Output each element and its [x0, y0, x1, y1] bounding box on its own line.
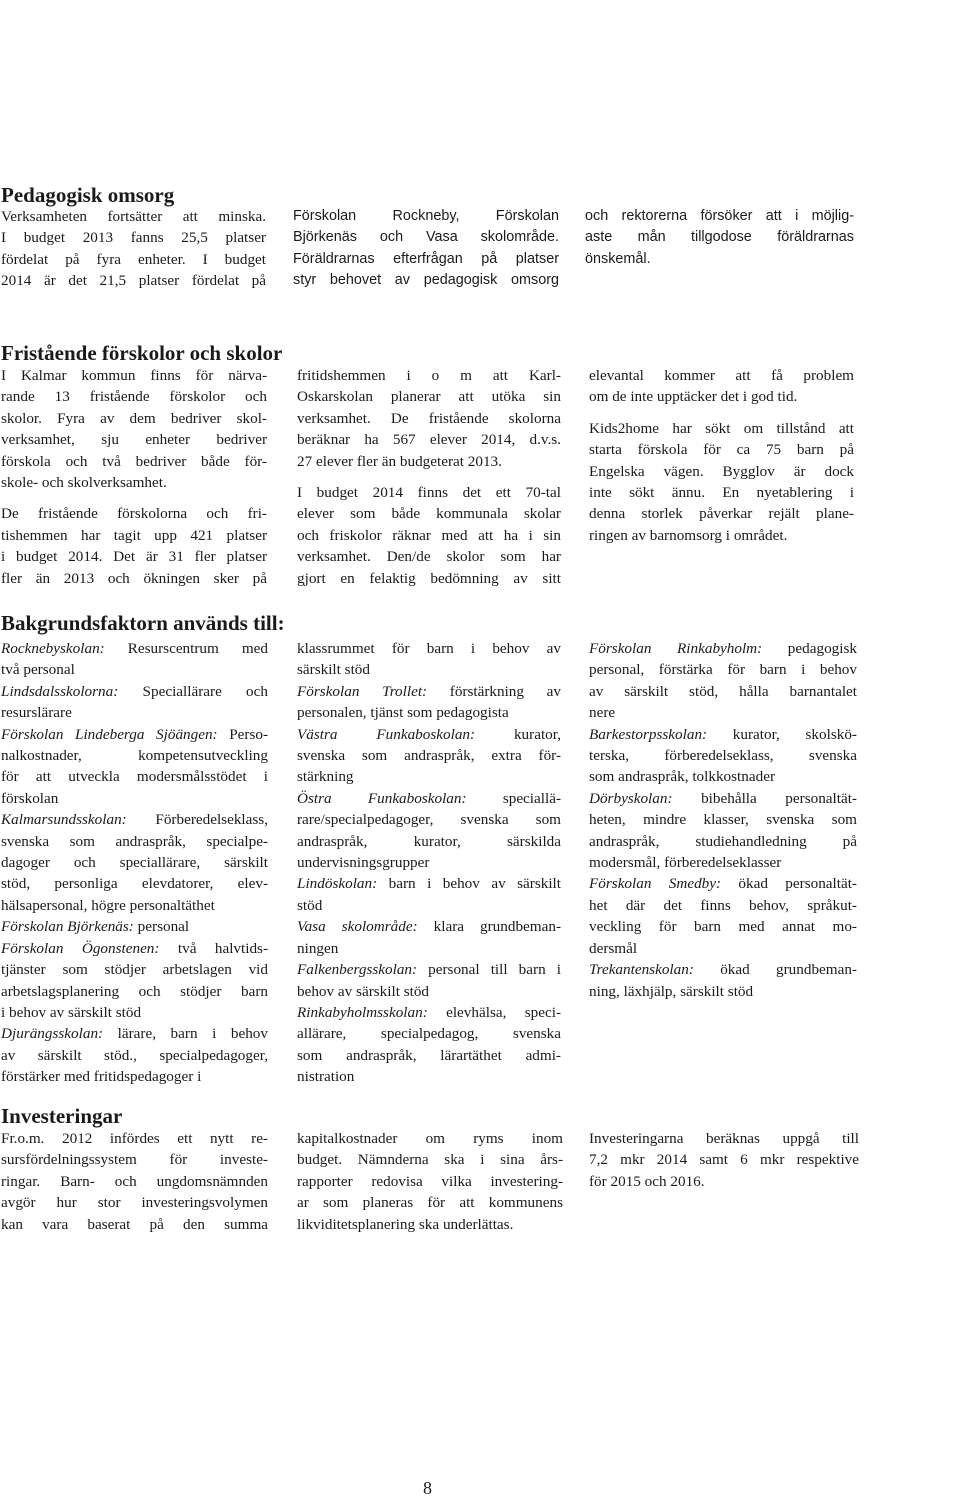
unit-text: Speciallärare och [118, 682, 268, 700]
unit-text: dagoger och speciallärare, särskilt [1, 854, 268, 872]
unit-text: två halvtids- [159, 939, 269, 957]
pedagogisk-col3 [585, 206, 854, 270]
unit-text: särskilt stöd [297, 661, 370, 679]
text-line: styr behovet av pedagogisk omsorg [293, 272, 559, 289]
unit-text: undervisningsgrupper [297, 854, 430, 872]
unit-text: resurslärare [1, 704, 72, 722]
unit-text: andraspråk, kurator, särskilda [297, 832, 561, 850]
unit-label: Östra Funkaboskolan: [297, 789, 467, 807]
unit-label: Förskolan Rinkabyholm: [589, 640, 763, 657]
text-line: önskemål. [585, 250, 651, 267]
fristaende-col3 [589, 365, 854, 546]
unit-text: elevhälsa, speci- [427, 1003, 561, 1021]
unit-text: som andraspråk, tolkkostnader [589, 768, 776, 786]
heading-pedagogisk-omsorg: Pedagogisk omsorg [1, 183, 175, 207]
unit-label: Barkestorpsskolan: [589, 725, 708, 743]
text-line [1, 745, 268, 766]
text-line: Verksamheten fortsätter att minska. [1, 208, 266, 225]
text-line [1, 1066, 268, 1087]
text-line: gjort en felaktig bedömning av sitt [297, 569, 561, 587]
text-line: skolor. Fyra av dem bedriver skol- [1, 409, 267, 427]
text-line: 7,2 mkr 2014 samt 6 mkr respektive [589, 1151, 859, 1169]
pedagogisk-col2 [293, 206, 559, 292]
unit-text: personal, förstärka för barn i behov [589, 661, 857, 679]
text-line [589, 766, 857, 787]
text-line: rapporter redovisa vilka investering- [297, 1172, 563, 1190]
unit-label: Kalmarsundsskolan: [1, 811, 127, 829]
text-line: fördelat på fyra enheter. I budget [1, 250, 266, 268]
text-line [1, 1002, 268, 1023]
text-line: för 2015 och 2016. [589, 1172, 705, 1190]
unit-text: ningen [297, 939, 339, 957]
unit-label: Förskolan Ögonstenen: [1, 939, 160, 957]
unit-text: svenska som andraspråk, extra för- [297, 747, 561, 765]
text-line [297, 638, 561, 659]
unit-text: pedagogisk [762, 640, 857, 657]
text-line: Föräldrarnas efterfrågan på platser [293, 250, 559, 267]
unit-text: stöd [297, 896, 323, 914]
unit-text: hälsapersonal, högre personaltäthet [1, 896, 215, 914]
pedagogisk-col1 [1, 206, 266, 292]
text-line: verksamhet. Den/de skolor som har [297, 548, 561, 566]
text-line [297, 831, 561, 852]
unit-text: för att utveckla modersmålsstödet i [1, 768, 268, 786]
unit-text: nistration [297, 1068, 355, 1086]
text-line: denna storlek påverkar rejält plane- [589, 505, 854, 523]
text-line [297, 1066, 561, 1087]
text-line: förskola och två bedriver både för- [1, 452, 267, 470]
text-line [297, 916, 561, 937]
bakgrund-col1 [1, 638, 268, 1088]
unit-text: Perso- [217, 725, 268, 743]
text-line: elever som både kommunala skolar [297, 505, 561, 523]
fristaende-col2 [297, 365, 561, 589]
text-line: Oskarskolan planerar att utöka sin [297, 388, 561, 406]
heading-investeringar: Investeringar [1, 1104, 123, 1128]
text-line [297, 681, 561, 702]
text-line [1, 788, 268, 809]
text-line: aste mån tillgodose föräldrarnas [585, 229, 854, 246]
text-line [297, 981, 561, 1002]
text-line [1, 831, 268, 852]
unit-text: personal [133, 918, 190, 936]
investeringar-col1 [1, 1128, 268, 1235]
unit-text: kurator, [475, 725, 561, 743]
text-line: De fristående förskolorna och fri- [1, 505, 267, 523]
unit-text: tjänster som stödjer arbetslagen vid [1, 961, 268, 979]
text-line: Björkenäs och Vasa skolområde. [293, 229, 559, 246]
unit-text: förskolan [1, 789, 59, 807]
text-line [1, 681, 268, 702]
text-line [297, 788, 561, 809]
unit-text: bibehålla personaltät- [672, 789, 857, 807]
text-line [589, 745, 857, 766]
text-line [589, 895, 857, 916]
unit-text: nalkostnader, kompetensutveckling [1, 747, 268, 765]
text-line [297, 895, 561, 916]
fristaende-col1 [1, 365, 267, 589]
text-line: I Kalmar kommun finns för närva- [1, 367, 267, 384]
text-line [1, 873, 268, 894]
unit-text: ökad grundbeman- [693, 961, 857, 979]
unit-label: Rocknebyskolan: [1, 640, 105, 657]
unit-label: Falkenbergsskolan: [297, 961, 418, 979]
text-line: kan vara baserat på den summa [1, 1215, 268, 1233]
unit-text: behov av särskilt stöd [297, 982, 430, 1000]
text-line: rande 13 fristående förskolor och [1, 388, 267, 406]
text-line [589, 831, 857, 852]
text-line [297, 852, 561, 873]
text-line: verksamhet. De fristående skolorna [297, 409, 561, 427]
text-line: ringar. Barn- och ungdomsnämnden [1, 1172, 268, 1190]
unit-text: andraspråk, studiehandledning på [589, 832, 857, 850]
text-line [297, 745, 561, 766]
unit-label: Förskolan Lindeberga Sjöängen: [1, 725, 218, 743]
text-line [589, 981, 857, 1002]
bakgrund-col3 [589, 638, 857, 1002]
text-line [297, 938, 561, 959]
unit-text: rare/specialpedagoger, svenska som [297, 811, 561, 829]
text-line: beräknar ha 567 elever 2014, d.v.s. [297, 431, 561, 449]
text-line [589, 916, 857, 937]
unit-text: allärare, specialpedagog, svenska [297, 1025, 561, 1043]
unit-text: ning, läxhjälp, särskilt stöd [589, 982, 754, 1000]
unit-label: Rinkabyholmsskolan: [297, 1003, 428, 1021]
unit-text: ökad personaltät- [721, 875, 857, 893]
investeringar-col3 [589, 1128, 859, 1192]
text-line [1, 766, 268, 787]
text-line: Engelska vägen. Bygglov är dock [589, 462, 854, 480]
text-line: kapitalkostnader om ryms inom [297, 1130, 563, 1147]
unit-label: Västra Funkaboskolan: [297, 725, 476, 743]
text-line: Kids2home har sökt om tillstånd att [589, 419, 854, 437]
text-line [297, 959, 561, 980]
unit-text: stöd, personliga elevdatorer, elev- [1, 875, 268, 893]
text-line: i budget 2014. Det är 31 fler platser [1, 548, 267, 566]
unit-text: två personal [1, 661, 75, 679]
text-line: fler än 2013 och ökningen sker på [1, 569, 267, 587]
text-line [297, 1002, 561, 1023]
heading-bakgrundsfaktorn: Bakgrundsfaktorn används till: [1, 611, 285, 635]
unit-label: Trekantenskolan: [589, 961, 694, 979]
investeringar-col2 [297, 1128, 563, 1235]
text-line: 27 elever fler än budgeterat 2013. [297, 452, 502, 470]
text-line: fritidshemmen i o m att Karl- [297, 367, 561, 384]
unit-label: Förskolan Trollet: [297, 682, 428, 700]
unit-text: speciallä- [466, 789, 561, 807]
unit-text: förstärkning av [427, 682, 561, 700]
text-line [297, 873, 561, 894]
text-line [1, 702, 268, 723]
text-line: om de inte upptäcker det i god tid. [589, 388, 798, 406]
unit-text: som andraspråk, lärartäthet admi- [297, 1046, 561, 1064]
text-line [1, 809, 268, 830]
text-line [589, 873, 857, 894]
unit-text: lärare, barn i behov [103, 1025, 268, 1043]
text-line [1, 959, 268, 980]
text-line: ringen av barnomsorg i området. [589, 526, 788, 544]
page-number: 8 [423, 1478, 432, 1498]
unit-text: av särskilt stöd., specialpedagoger, [1, 1046, 268, 1064]
text-line [589, 938, 857, 959]
text-line: I budget 2014 finns det ett 70-tal [297, 484, 561, 502]
unit-label: Lindsdalsskolorna: [1, 682, 119, 700]
text-line: verksamhet, sju enheter bedriver [1, 431, 267, 449]
text-line [589, 702, 857, 723]
text-line [589, 809, 857, 830]
unit-text: av särskilt stöd, hålla barnantalet [589, 682, 857, 700]
text-line [1, 659, 268, 680]
text-line [1, 938, 268, 959]
text-line [1, 981, 268, 1002]
text-line [1, 895, 268, 916]
heading-fristaende: Fristående förskolor och skolor [1, 341, 283, 365]
unit-label: Lindöskolan: [297, 875, 378, 893]
unit-text: klassrummet för barn i behov av [297, 640, 561, 657]
text-line [589, 681, 857, 702]
text-line [589, 724, 857, 745]
bakgrund-col2 [297, 638, 561, 1088]
text-line [589, 852, 857, 873]
unit-text: förstärker med fritidspedagoger i [1, 1068, 202, 1086]
unit-text: dersmål [589, 939, 638, 957]
text-line: skole- och skolverksamhet. [1, 474, 167, 492]
text-line: ar som planeras för att kommunens [297, 1194, 563, 1212]
text-line: likviditetsplanering ska underlättas. [297, 1215, 514, 1233]
text-line: inte sökt ännu. En nyetablering i [589, 484, 854, 502]
text-line: Förskolan Rockneby, Förskolan [293, 208, 559, 224]
unit-label: Förskolan Björkenäs: [1, 918, 134, 936]
text-line [297, 1045, 561, 1066]
text-line [589, 659, 857, 680]
text-line: 2014 är det 21,5 platser fördelat på [1, 272, 266, 290]
unit-text: svenska som andraspråk, specialpe- [1, 832, 268, 850]
text-line: och friskolor räknar med att ha i sin [297, 526, 561, 544]
text-line [1, 1023, 268, 1044]
text-line [589, 638, 857, 659]
unit-label: Vasa skolområde: [297, 918, 418, 936]
text-line: Fr.o.m. 2012 infördes ett nytt re- [1, 1130, 268, 1147]
text-line [1, 852, 268, 873]
text-line: starta förskola för ca 75 barn på [589, 441, 854, 459]
unit-text: personalen, tjänst som pedagogista [297, 704, 509, 722]
unit-text: veckling för barn med annat mo- [589, 918, 857, 936]
text-line [297, 1023, 561, 1044]
text-line [297, 766, 561, 787]
text-line [1, 724, 268, 745]
unit-text: het där det finns behov, språkut- [589, 896, 857, 914]
unit-text: terska, förberedelseklass, svenska [589, 747, 857, 765]
unit-label: Förskolan Smedby: [589, 875, 722, 893]
text-line: avgör hur stor investeringsvolymen [1, 1194, 268, 1212]
text-line: Investeringarna beräknas uppgå till [589, 1130, 859, 1147]
unit-label: Djurängsskolan: [1, 1025, 104, 1043]
text-line [1, 1045, 268, 1066]
unit-text: modersmål, förberedelseklasser [589, 854, 782, 872]
unit-text: klara grundbeman- [417, 918, 561, 936]
text-line [589, 788, 857, 809]
text-line [297, 724, 561, 745]
unit-text: Förberedelseklass, [126, 811, 268, 829]
unit-text: heten, mindre klasser, svenska som [589, 811, 857, 829]
text-line [589, 959, 857, 980]
text-line [297, 702, 561, 723]
text-line: sursfördelningssystem för investe- [1, 1151, 268, 1169]
text-line [1, 916, 268, 937]
unit-text: barn i behov av särskilt [377, 875, 561, 893]
text-line: tishemmen har tagit upp 421 platser [1, 526, 267, 544]
unit-text: nere [589, 704, 616, 722]
text-line [297, 659, 561, 680]
text-line: och rektorerna försöker att i möjlig- [585, 208, 854, 224]
unit-text: i behov av särskilt stöd [1, 1003, 142, 1021]
unit-label: Dörbyskolan: [589, 789, 673, 807]
text-line: elevantal kommer att få problem [589, 367, 854, 384]
text-line [297, 809, 561, 830]
unit-text: kurator, skolskö- [707, 725, 857, 743]
unit-text: stärkning [297, 768, 354, 786]
unit-text: arbetslagsplanering och stödjer barn [1, 982, 268, 1000]
text-line: I budget 2013 fanns 25,5 platser [1, 229, 266, 247]
text-line [1, 638, 268, 659]
text-line: budget. Nämnderna ska i sina års- [297, 1151, 563, 1169]
unit-text: Resurscentrum med [104, 640, 268, 657]
unit-text: personal till barn i [417, 961, 561, 979]
